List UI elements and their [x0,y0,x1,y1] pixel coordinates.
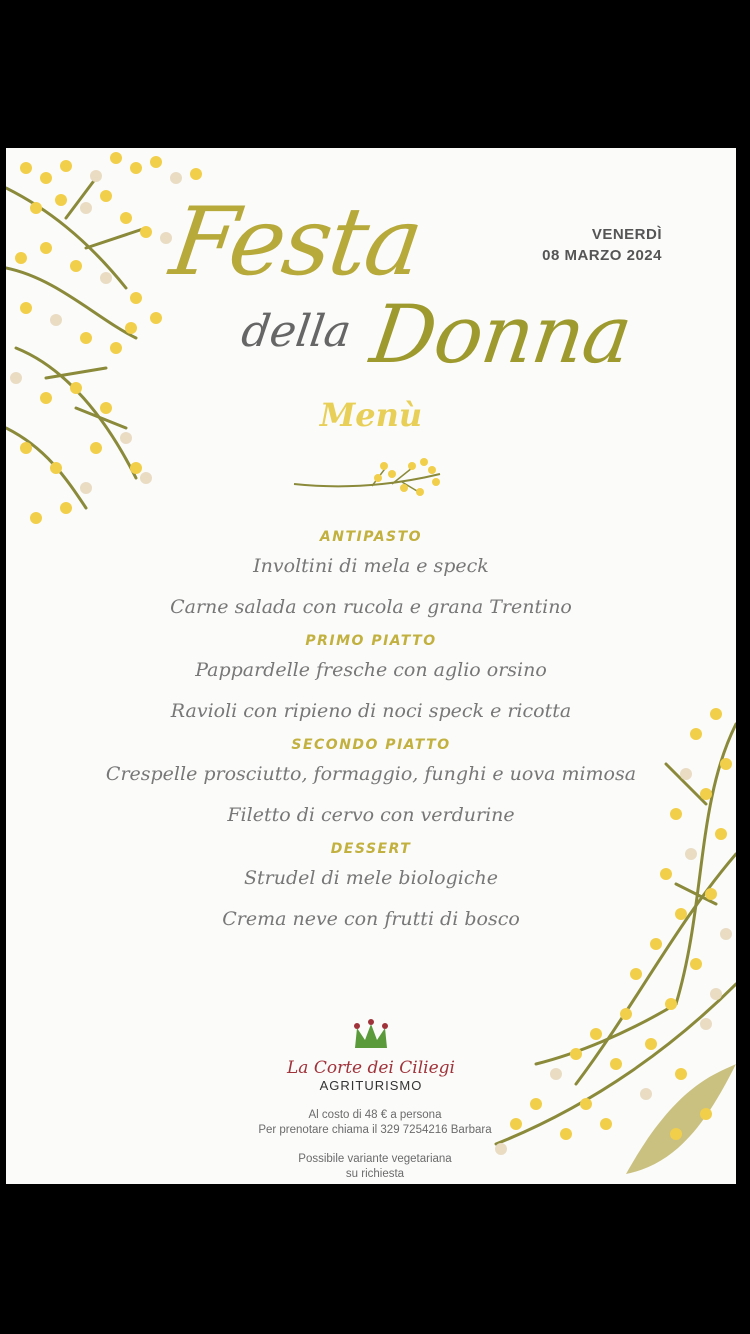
restaurant-logo [6,1018,736,1093]
mimosa-bloom [30,202,42,214]
date-full: 08 MARZO 2024 [542,247,662,264]
mimosa-bloom [630,968,642,980]
dish-item: Involtini di mela e speck [253,555,489,577]
dish-item: Strudel di mele biologiche [244,867,498,889]
mimosa-bloom [110,342,122,354]
mimosa-bloom [700,1108,712,1120]
mimosa-bloom [20,302,32,314]
mimosa-bloom [60,502,72,514]
mimosa-bloom [665,998,677,1010]
mimosa-bloom [170,172,182,184]
mimosa-bloom [90,170,102,182]
mimosa-bloom [70,382,82,394]
cherry-crown-icon [351,1018,391,1050]
mimosa-bloom [140,472,152,484]
booking-info [190,1108,560,1182]
course-heading: DESSERT [330,841,412,857]
mimosa-bloom [20,162,32,174]
mimosa-bloom [130,462,142,474]
mimosa-bloom [690,958,702,970]
mimosa-bloom [30,512,42,524]
booking-text: Per prenotare chiama il 329 7254216 Barbara [258,1124,492,1136]
course-heading: PRIMO PIATTO [305,633,437,649]
mimosa-bloom [80,332,92,344]
mimosa-bloom [110,152,122,164]
course-heading: ANTIPASTO [319,529,423,545]
mimosa-bloom [580,1098,592,1110]
vegetarian-text: Possibile variante vegetariana [298,1153,452,1165]
mimosa-bloom [130,162,142,174]
menu-card [6,148,736,1184]
mimosa-bloom [50,314,62,326]
mimosa-bloom [670,1128,682,1140]
mimosa-bloom [50,462,62,474]
dish-item: Pappardelle fresche con aglio orsino [195,659,547,681]
mimosa-bloom [55,194,67,206]
title-donna: Donna [365,288,637,381]
mimosa-bloom [120,212,132,224]
mimosa-bloom [90,442,102,454]
date-weekday: VENERDÌ [591,226,662,243]
menu-heading: Menù [319,396,423,434]
mimosa-bloom [600,1118,612,1130]
mimosa-bloom [150,156,162,168]
mimosa-bloom [10,372,22,384]
title-festa: Festa [164,188,428,297]
dish-item: Carne salada con rucola e grana Trentino [170,596,572,618]
mimosa-bloom [100,190,112,202]
mimosa-bloom [80,202,92,214]
logo-subtitle: AGRITURISMO [319,1078,423,1093]
dish-item: Crema neve con frutti di bosco [222,908,520,930]
mimosa-bloom [560,1128,572,1140]
course-list [6,526,736,942]
mimosa-bloom [15,252,27,264]
mimosa-bloom [70,260,82,272]
mimosa-bloom [40,172,52,184]
mimosa-bloom [60,160,72,172]
price-text: Al costo di 48 € a persona [308,1109,442,1121]
mimosa-bloom [20,442,32,454]
mimosa-bloom [80,482,92,494]
mimosa-bloom [100,272,112,284]
dish-item: Filetto di cervo con verdurine [227,804,515,826]
mimosa-bloom [40,242,52,254]
vegetarian-text-2: su richiesta [345,1168,405,1180]
dish-item: Crespelle prosciutto, formaggio, funghi e uova mimosa [105,763,637,785]
mimosa-sprig-divider [292,454,442,514]
dish-item: Ravioli con ripieno di noci speck e ricotta [170,700,572,722]
course-heading: SECONDO PIATTO [291,737,451,753]
title-della: della [238,306,355,357]
mimosa-bloom [190,168,202,180]
mimosa-bloom [710,988,722,1000]
event-title [134,188,664,388]
logo-name: La Corte dei Ciliegi [287,1058,455,1078]
